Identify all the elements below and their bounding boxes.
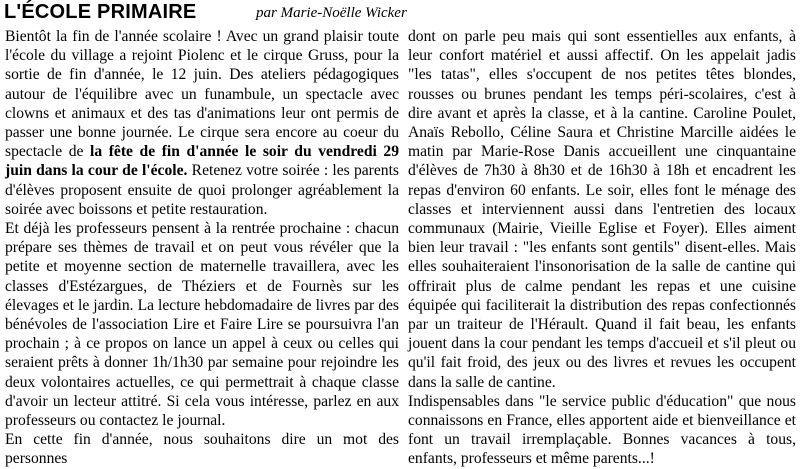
intro-highlight: la fête de fin d'année le soir du vendredi 29 juin dans la cour de l'école.	[5, 143, 399, 180]
paragraph-fin-annee: En cette fin d'année, nous souhaitons dire un mot des personnes	[5, 431, 399, 468]
left-column	[5, 27, 399, 469]
paragraph-rentree: Et déjà les professeurs pensent à la rentrée prochaine : chacun prépare ses thèmes de travail et on peut vous révéler que la petite et moyenne section de maternelle travaillera, avec les classes d'Estézargues, de Théziers et de Fournès sur les élevages et le jardin. La lecture hebdomadaire de livres par des bénévoles de l'association Lire et Faire Lire se poursuivra l'an prochain ; à ce propos on lance un appel à ceux ou celles qui seraient prêts à donner 1h/1h30 par semaine pour rejoindre les deux volontaires actuelles, ce qui permettrait à chaque classe d'avoir un lecteur attitré. Si cela vous intéresse, parlez en aux professeurs ou contactez le journal.	[5, 220, 399, 430]
article-byline: par Marie-Noëlle Wicker	[256, 5, 407, 21]
right-column	[408, 27, 796, 469]
article-header	[4, 0, 794, 28]
article-title: L'ÉCOLE PRIMAIRE	[4, 1, 197, 23]
paragraph-personnel: dont on parle peu mais qui sont essentielles aux enfants, à leur confort matériel et aussi affectif. On les appelait jadis "les tatas", elles s'occupent de nos petites têtes blondes, rousses ou brunes pendant les temps péri-scolaires, c'est à dire avant et après la classe, et à la cantine. Caroline Poulet, Anaïs Rebollo, Céline Saura et Christine Marcille aidées le matin par Marie-Rose Danis accueillent une cinquantaine d'élèves de 7h30 à 8h30 et de 16h30 à 18h et encadrent les repas d'environ 60 enfants. Le soir, elles font le ménage des classes et interviennent aussi dans l'entretien des locaux communaux (Mairie, Vieille Eglise et Foyer). Elles aiment bien leur travail : "les enfants sont gentils" disent-elles. Mais elles souhaiteraient l'insonorisation de la salle de cantine qui offrirait plus de calme pendant les repas et une cuisine équipée qui faciliterait la distribution des repas confectionnés par un traiteur de l'Hérault. Quand il fait beau, les enfants jouent dans la cour pendant les temps d'accueil et s'il pleut ou qu'il fait froid, des jeux ou des livres et revues les occupent dans la salle de cantine.	[408, 28, 796, 391]
paragraph-intro	[5, 27, 399, 219]
intro-text-a: Bientôt la fin de l'année scolaire ! Avec un grand plaisir toute l'école du village a rejoint Piolenc et le cirque Gruss, pour la sortie de fin d'année, le 12 juin. Des ateliers pédagogiques autour de l'équilibre avec un funambule, un spectacle avec clowns et animaux et des tas d'animations leur ont permis de passer une bonne journée. Le cirque sera encore au coeur du spectacle de	[5, 28, 399, 161]
intro-text-b: Retenez votre soirée : les parents d'élèves proposent ensuite de quoi prolonger agréablement la soirée avec boissons et petite restauration.	[5, 162, 399, 218]
paragraph-conclusion: Indispensables dans "le service public d'éducation" que nous connaissons en France, elles apportent aide et bienveillance et font un travail irremplaçable. Bonnes vacances à tous, enfants, professeurs et même parents...!	[408, 392, 796, 468]
